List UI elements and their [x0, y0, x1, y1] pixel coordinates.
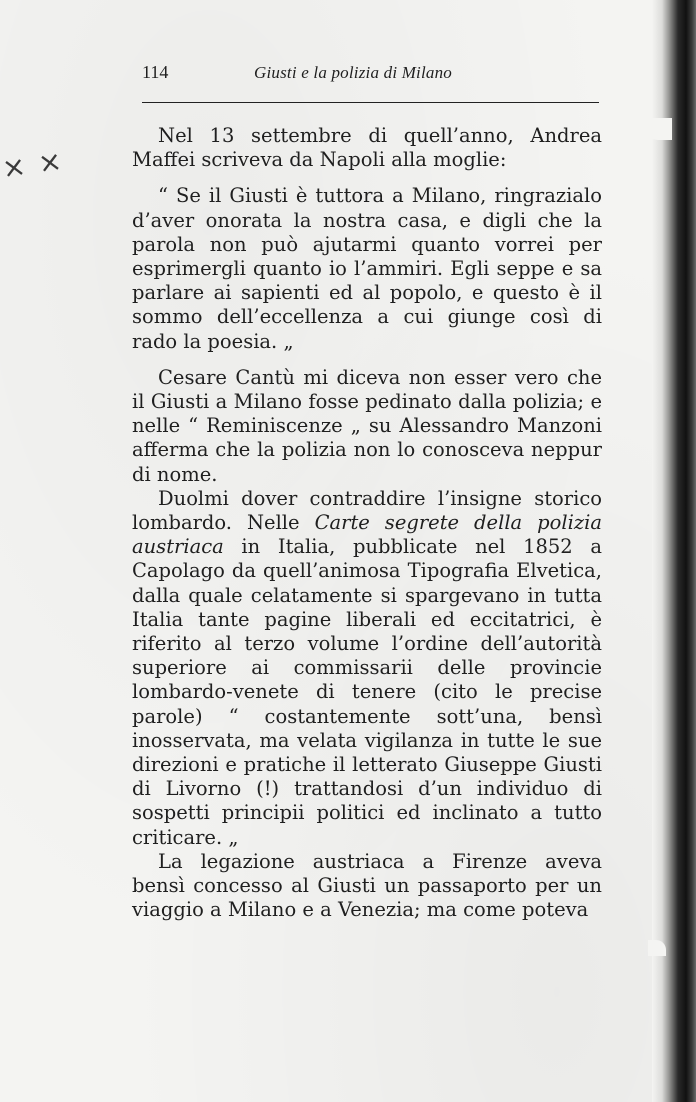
book-spine-shadow — [652, 0, 696, 1102]
paragraph-carte-segrete-start: Duolmi dover contraddire l’insigne storico lombardo. Nelle — [132, 486, 602, 535]
paragraph-carte-segrete-rest: in Italia, pubblicate nel 1852 a Capolago da quell’animosa Tipografia Elvetica, dalla quale celatamente si spargevano in tutta Italia tante pagine liberali ed eccitatrici, è riferito al terzo volume l’ordine dell’autorità superiore ai commissarii delle provincie lombardo-venete di tenere (cito le precise parole) “ costantemente sott’una, bensì inosservata, ma velata vigilanza in tutte le sue direzioni e pratiche il letterato Giuseppe Giusti di Livorno (!) trattandosi d’un individuo di sospetti principii politici ed inclinato a tutto criticare. „ — [132, 535, 602, 849]
handwritten-margin-mark: ⨯ ⨯ — [0, 143, 66, 186]
body-text — [132, 124, 602, 923]
page-edge-notch — [646, 118, 672, 140]
book-title-carte-segrete: Carte segrete della polizia austriaca — [132, 511, 603, 559]
paragraph-cantu: Cesare Cantù mi diceva non esser vero che il Giusti a Milano fosse pedinato dalla polizia; e nelle “ Reminiscenze „ su Alessandro Manzoni afferma che la polizia non lo conosceva neppur di nome. — [132, 365, 602, 486]
paragraph-maffei: Nel 13 settembre di quell’anno, Andrea Maffei scriveva da Napoli alla moglie: — [132, 124, 602, 172]
paragraph-carte-segrete — [132, 487, 602, 850]
page-number: 114 — [142, 62, 169, 82]
header-rule — [142, 102, 599, 103]
paragraph-legazione: La legazione austriaca a Firenze aveva bensì concesso al Giusti un passaporto per un viaggio a Milano e a Venezia; ma come poteva — [132, 849, 602, 922]
page-header — [142, 62, 597, 90]
running-title: Giusti e la polizia di Milano — [254, 63, 452, 82]
paragraph-quote-maffei: “ Se il Giusti è tuttora a Milano, ringrazialo d’aver onorata la nostra casa, e digli che la parola non può ajutarmi quanto vorrei per esprimergli quanto io l’ammiri. Egli seppe e sa parlare ai sapienti ed al popolo, e questo è il sommo dell’eccellenza a cui giunge così di rado la poesia. „ — [132, 184, 602, 353]
page-edge-notch-lower — [648, 940, 666, 956]
